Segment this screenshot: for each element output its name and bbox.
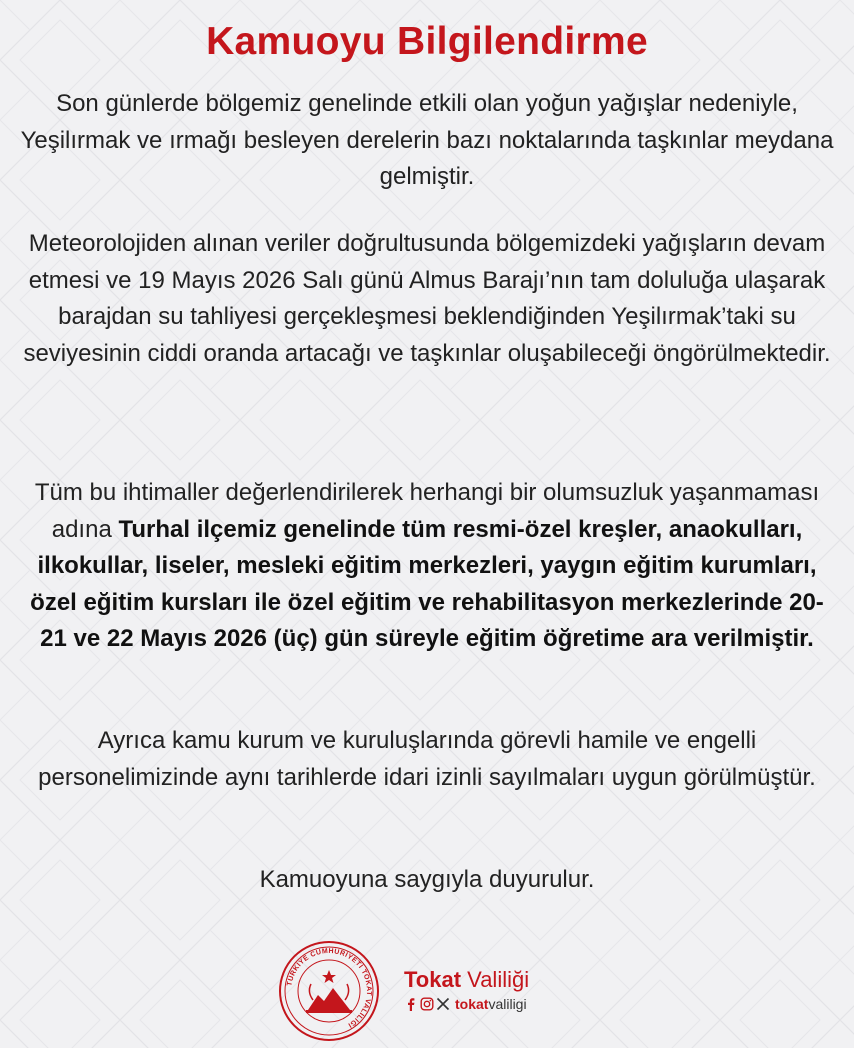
- paragraph-intro: Son günlerde bölgemiz genelinde etkili olan yoğun yağışlar nedeniyle, Yeşilırmak ve ırmağı besleyen derelerin bazı noktalarında taşkınlar meydana gelmiştir.: [20, 90, 834, 190]
- brand-name: Tokat Valiliği: [404, 967, 530, 992]
- x-icon[interactable]: [436, 997, 450, 1011]
- svg-text:TÜRKİYE CUMHURİYETİ TOKAT VALİ: TÜRKİYE CUMHURİYETİ TOKAT VALİLİĞİ: [286, 947, 373, 1029]
- paragraph-closing: Kamuoyuna saygıyla duyurulur.: [259, 866, 595, 893]
- paragraph-staff-leave: Ayrıca kamu kurum ve kuruluşlarında görevli hamile ve engelli personelimizinde aynı tarihlerde idari izinli sayılmaları uygun görülmüştür.: [38, 727, 816, 791]
- paragraph-forecast: Meteorolojiden alınan veriler doğrultusunda bölgemizdeki yağışların devam etmesi ve 19 Mayıs 2026 Salı günü Almus Barajı’nın tam doluluğa ulaşarak barajdan su tahliyesi gerçekleşmesi beklendiğinden Yeşilırmak’taki su seviyesinin ciddi oranda artacağı ve taşkınlar oluşabileceği öngörülmektedir.: [23, 230, 831, 367]
- governorship-seal-logo: [278, 940, 380, 1042]
- social-links: [404, 996, 529, 1012]
- facebook-icon[interactable]: [404, 997, 418, 1011]
- decision-bold-text: Turhal ilçemiz genelinde tüm resmi-özel kreşler, anaokulları, ilkokullar, liseler, mesleki eğitim merkezleri, yaygın eğitim kurumları, özel eğitim kursları ile özel eğitim ve rehabilitasyon merkezlerinde 20-21 ve 22 Mayıs 2026 (üç) gün süreyle eğitim öğretime ara verilmiştir.: [30, 515, 824, 652]
- paragraph-decision: [20, 475, 834, 658]
- decision-lead-text: Tüm bu ihtimaller değerlendirilerek herhangi bir olumsuzluk yaşanmaması adına: [34, 479, 820, 543]
- instagram-icon[interactable]: [420, 997, 434, 1011]
- social-handle[interactable]: tokatvaliligi: [455, 996, 527, 1012]
- footer-brand: [404, 966, 529, 1012]
- page-title: Kamuoyu Bilgilendirme: [206, 20, 648, 63]
